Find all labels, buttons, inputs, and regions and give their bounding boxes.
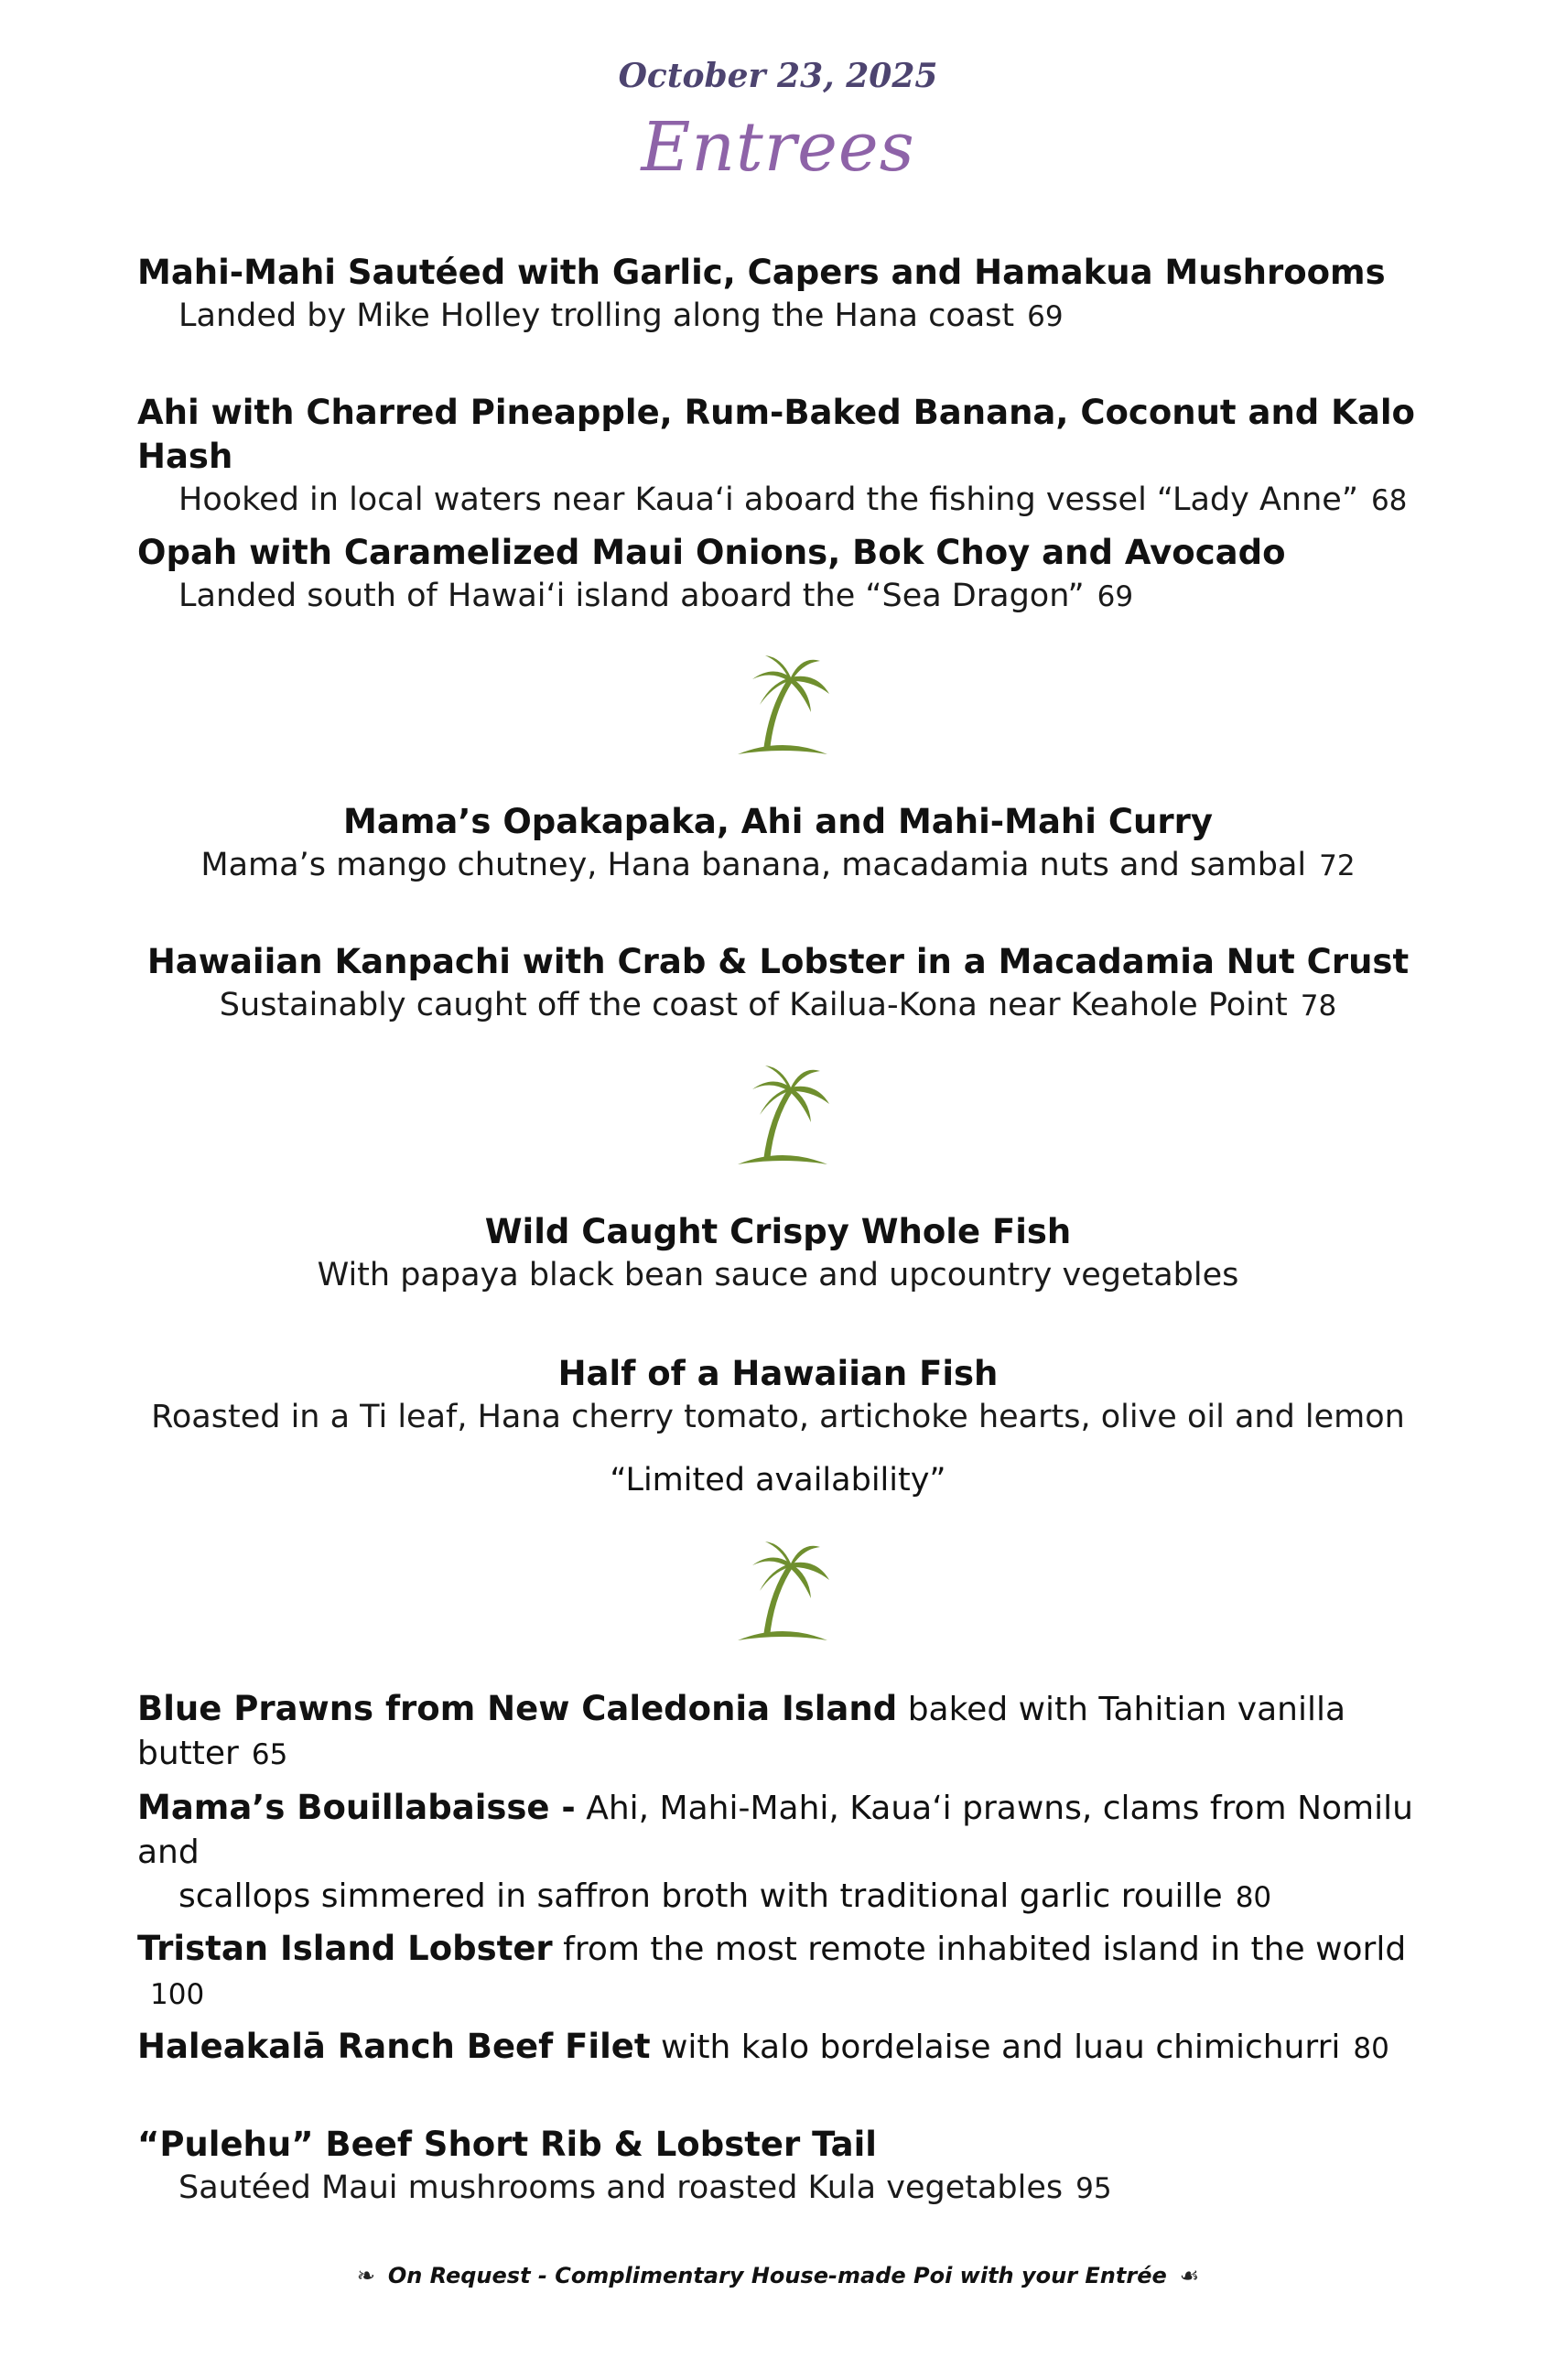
item-name: Mahi-Mahi Sautéed with Garlic, Capers and Hamakua Mushrooms: [137, 253, 1386, 292]
item-name: Hawaiian Kanpachi with Crab & Lobster in a Macadamia Nut Crust: [146, 942, 1410, 981]
menu-item: [137, 531, 1446, 619]
item-description: baked with Tahitian vanilla butter: [137, 1691, 1346, 1772]
menu-item: [92, 1210, 1464, 1297]
item-name: Ahi with Charred Pineapple, Rum-Baked Banana, Coconut and Kalo Hash: [137, 393, 1415, 476]
item-description: Ahi, Mahi-Mahi, Kauaʻi prawns, clams from Nomilu and: [137, 1790, 1413, 1871]
palm-tree-icon: [732, 1538, 833, 1648]
item-price: 80: [1353, 2032, 1389, 2065]
item-name: Haleakalā Ranch Beef Filet: [137, 2027, 651, 2066]
leaf-ornament-icon: ❧: [356, 2263, 375, 2288]
footer-text: On Request - Complimentary House-made Poi with your Entrée: [387, 2263, 1167, 2288]
menu-date: October 23, 2025: [618, 57, 938, 95]
item-price: 72: [1319, 849, 1356, 882]
menu-item: [137, 1687, 1446, 1777]
menu-item: [137, 2123, 1446, 2211]
item-name: Opah with Caramelized Maui Onions, Bok Choy and Avocado: [137, 533, 1286, 572]
menu-item: [137, 1786, 1446, 1920]
item-description: With papaya black bean sauce and upcountry vegetables: [317, 1257, 1239, 1293]
item-description: from the most remote inhabited island in the world: [563, 1931, 1407, 1968]
item-description: Roasted in a Ti leaf, Hana cherry tomato, artichoke hearts, olive oil and lemon: [151, 1399, 1405, 1435]
item-description-continued: scallops simmered in saffron broth with traditional garlic rouille 80: [137, 1875, 1446, 1920]
item-description: Mama’s mango chutney, Hana banana, macadamia nuts and sambal 72: [92, 844, 1464, 888]
item-name: Wild Caught Crispy Whole Fish: [484, 1212, 1072, 1251]
leaf-ornament-icon: ☙: [1179, 2263, 1200, 2288]
item-description: Landed by Mike Holley trolling along the Hana coast 69: [137, 295, 1446, 339]
item-name: Blue Prawns from New Caledonia Island: [137, 1689, 898, 1728]
item-description: Landed south of Hawaiʻi island aboard the “Sea Dragon” 69: [137, 575, 1446, 619]
item-price: 65: [251, 1738, 288, 1771]
item-price: 95: [1075, 2172, 1112, 2205]
item-price: 100: [150, 1978, 205, 2011]
footer-note: [0, 2263, 1556, 2288]
item-price: 68: [1370, 484, 1408, 517]
palm-tree-icon: [732, 1062, 833, 1172]
item-name: Half of a Hawaiian Fish: [557, 1354, 999, 1393]
item-description: Hooked in local waters near Kauaʻi aboard the fishing vessel “Lady Anne” 68: [137, 479, 1446, 523]
item-price: 80: [1235, 1881, 1272, 1914]
item-name: “Pulehu” Beef Short Rib & Lobster Tail: [137, 2125, 877, 2164]
menu-item: [137, 251, 1446, 339]
palm-tree-icon: [732, 652, 833, 762]
menu-item: [137, 2025, 1446, 2071]
item-price: 69: [1027, 300, 1064, 333]
menu-item: [92, 940, 1464, 1028]
item-description: with kalo bordelaise and luau chimichurri: [660, 2028, 1341, 2066]
menu-item: [92, 800, 1464, 888]
item-description: Sautéed Maui mushrooms and roasted Kula vegetables 95: [137, 2167, 1446, 2211]
item-name: Mama’s Bouillabaisse -: [137, 1788, 576, 1827]
item-price: 78: [1300, 990, 1337, 1022]
menu-item: [92, 1352, 1464, 1502]
item-name: Tristan Island Lobster: [137, 1929, 553, 1968]
menu-item: [137, 1927, 1446, 2017]
page-title: Entrees: [641, 108, 915, 187]
menu-item: [137, 391, 1446, 523]
item-name: Mama’s Opakapaka, Ahi and Mahi-Mahi Curry: [343, 802, 1213, 841]
availability-note: “Limited availability”: [610, 1462, 946, 1498]
item-price: 69: [1097, 580, 1134, 613]
item-description: Sustainably caught off the coast of Kailua-Kona near Keahole Point 78: [92, 984, 1464, 1028]
